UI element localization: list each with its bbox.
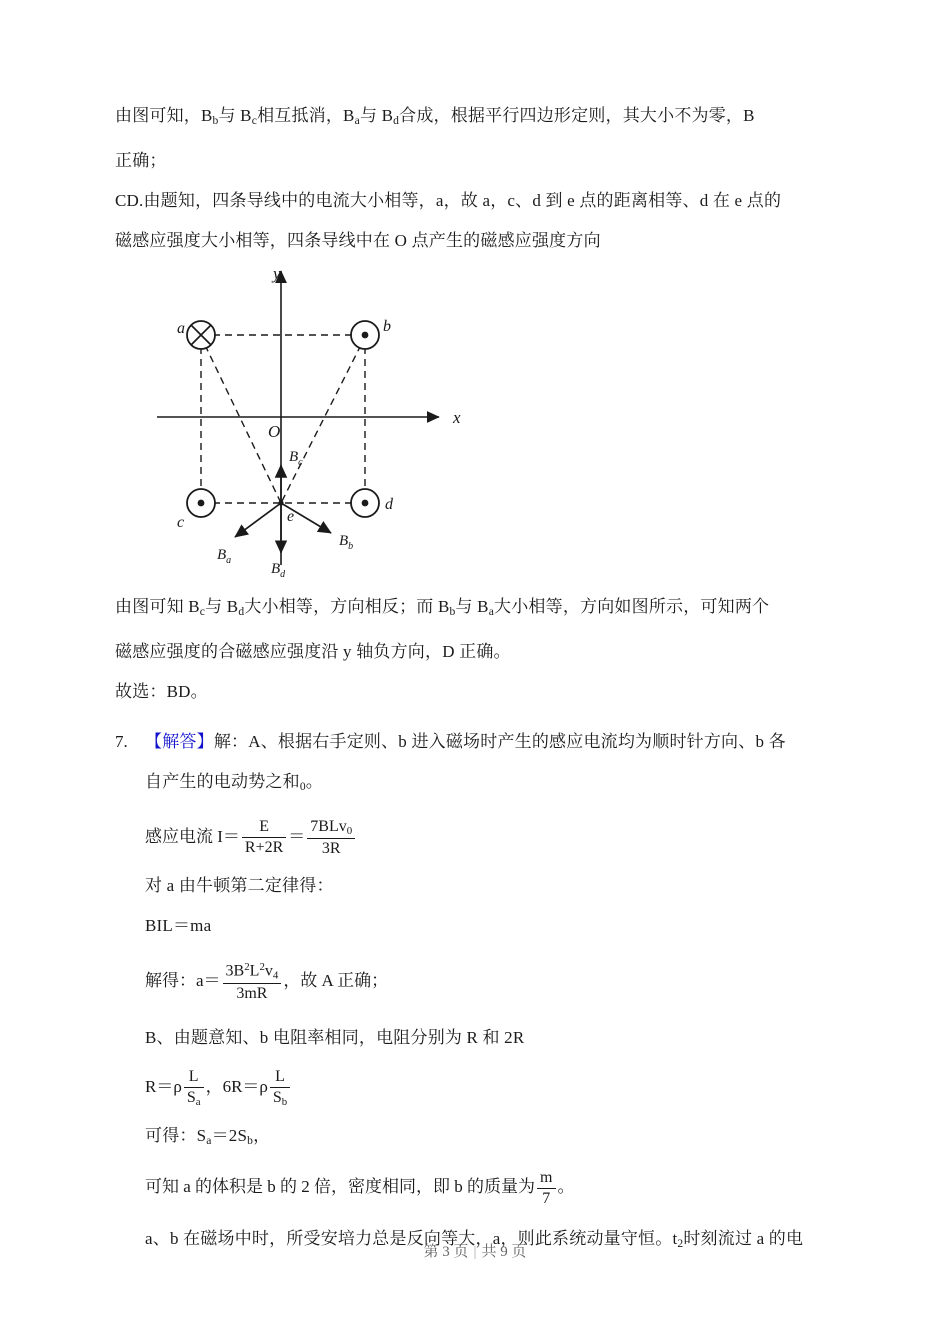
text-segment: a、b 在磁场中时，所受安培力总是反向等大，a，则此系统动量守恒。t [145,1228,678,1248]
formula-label-R: R＝ρ [145,1076,182,1096]
dashed-guides [201,335,365,503]
formula-label-6R: 6R＝ρ [222,1076,268,1096]
question-7 [115,722,845,762]
subscript-zero: 0 [346,824,353,837]
subscript-a: a [354,114,360,128]
footer-page-label: 第 3 页 [423,1244,469,1260]
axis-y-label: y [273,265,281,284]
point-c-label: c [177,514,185,532]
subscript-a: a [488,605,495,619]
formula-acceleration [115,952,845,1010]
subscript-a: a [195,1095,201,1108]
fraction-numerator: L [184,1068,204,1088]
answer-tag: 【解答】 [145,732,214,752]
superscript-2: 2 [259,961,265,974]
fraction-numerator [307,818,355,839]
formula-label: 感应电流 I＝ [145,826,240,846]
paragraph-line-4: 磁感应强度大小相等，四条导线中在 O 点产生的磁感应强度方向 [115,231,601,251]
page-footer [0,1240,950,1261]
subscript-a: a [206,1133,212,1147]
origin-label: O [268,422,281,442]
formula-BIL-ma: BIL＝ma [145,915,212,935]
fraction-7BLv0-over-3R [307,818,355,858]
fraction-E-over-R2R [242,818,286,857]
fraction-numerator [223,961,282,984]
paragraph-line-5 [115,587,845,632]
text-segment: 可得：S [145,1125,207,1145]
text-segment: 与 B [218,106,252,125]
fraction-denominator [270,1088,290,1108]
formula-tail: ，故 A 正确； [283,970,389,990]
text-segment: 由图可知 B [115,597,200,617]
denominator-s: S [272,1088,282,1106]
subscript-c: c [199,605,206,619]
denominator-s: S [186,1088,196,1106]
text-segment: 合成，根据平行四边形定则，其大小不为零，B [399,106,755,125]
point-a-label: a [177,320,185,338]
comma: ， [205,1076,223,1096]
equals-sign: ＝ [288,826,306,846]
point-c-marker [187,489,215,517]
axes [157,271,439,565]
volume-mass-line [115,1161,845,1213]
point-d-marker [351,489,379,517]
numerator-b: 3B [225,962,245,980]
answer-line-2 [115,762,845,807]
formula-induced-current [115,808,845,866]
result-area-line [115,1116,845,1161]
text-segment: 自产生的电动势之和 [145,772,300,792]
text-segment: 相互抵消，B [257,106,355,125]
fraction-L-over-Sa [184,1068,204,1108]
fraction-numerator: m [537,1169,555,1189]
question-number: 7. [115,732,128,752]
point-b-label: b [383,318,391,336]
text-segment: 与 B [359,106,394,125]
subscript-b: b [212,114,219,128]
text-segment: ， [253,1125,271,1145]
fraction-denominator: 7 [542,1189,551,1207]
formula-resistivity [115,1058,845,1116]
text-segment: 时刻流过 a 的电 [683,1228,804,1248]
paragraph-line-3: CD.由题知，四条导线中的电流大小相等，a，故 a，c、d 到 e 点的距离相等、d 在 e 点的 [115,191,782,211]
superscript-2: 2 [244,961,250,974]
newton-second-law-line: 对 a 由牛顿第二定律得： [145,875,334,895]
text-segment: 解：A、根据右手定则、b 进入磁场时产生的感应电流均为顺时针方向、b 各 [213,732,786,752]
text-segment: 可知 a 的体积是 b 的 2 倍，密度相同，即 b 的质量为 [145,1176,536,1196]
answer-lead-line [145,722,845,762]
paragraph-line-6: 磁感应强度的合磁感应强度沿 y 轴负方向，D 正确。 [115,642,511,662]
page-content [115,96,845,1264]
text-segment: 大小相等，方向相反；而 B [244,597,450,617]
formula-label: 解得：a＝ [145,970,221,990]
text-segment: 大小相等，方向如图所示，可知两个 [494,597,770,617]
paragraph-line-2: 正确； [115,151,167,171]
question-body [145,722,845,762]
fraction-m-over-7 [537,1169,555,1208]
vector-Bd-label: $B_d$ [271,561,286,581]
fraction-denominator: 3R [321,839,341,857]
magnetic-field-vector-diagram [153,265,493,585]
fraction-denominator [184,1088,204,1108]
fraction-acceleration [223,961,282,1003]
fraction-denominator: R+2R [244,839,284,857]
paragraph-line-1 [115,96,845,141]
fraction-numerator: E [242,818,286,838]
numerator-text: 7BLv [310,817,347,835]
vector-Ba-label: $B_a$ [217,547,232,567]
fraction-L-over-Sb [270,1068,290,1108]
axis-x-label: x [453,408,461,428]
text-segment: 由图可知，B [115,106,213,125]
text-segment: 。 [305,772,323,792]
text-segment: ＝2S [211,1125,248,1145]
subscript-zero: 0 [299,780,306,794]
point-a-marker [187,321,215,349]
vector-Bc-label: $B_c$ [289,449,303,469]
subscript-b: b [281,1095,288,1108]
text-segment: 。 [557,1176,575,1196]
subscript-d: d [238,605,245,619]
footer-total-label: 共 9 页 [481,1244,527,1260]
subscript-c: c [251,114,258,128]
subscript-2: 2 [677,1237,684,1251]
option-b-line: B、由题意知、b 电阻率相同，电阻分别为 R 和 2R [145,1027,525,1047]
text-segment: 与 B [205,597,239,617]
paragraph-line-7: 故选：BD。 [115,682,208,702]
numerator-l: L [249,962,260,980]
subscript-4: 4 [272,969,279,982]
point-e-label: e [287,508,295,526]
fraction-numerator: L [270,1068,290,1088]
vector-Bb-label: $B_b$ [339,533,354,553]
vector-Ba [235,503,281,537]
subscript-d: d [393,114,400,128]
footer-separator: | [473,1244,477,1260]
subscript-b: b [247,1133,254,1147]
point-d-label: d [385,496,393,514]
numerator-v: v [264,962,273,980]
subscript-b: b [449,605,456,619]
point-b-marker [351,321,379,349]
fraction-denominator: 3mR [236,984,268,1002]
text-segment: 与 B [455,597,489,617]
